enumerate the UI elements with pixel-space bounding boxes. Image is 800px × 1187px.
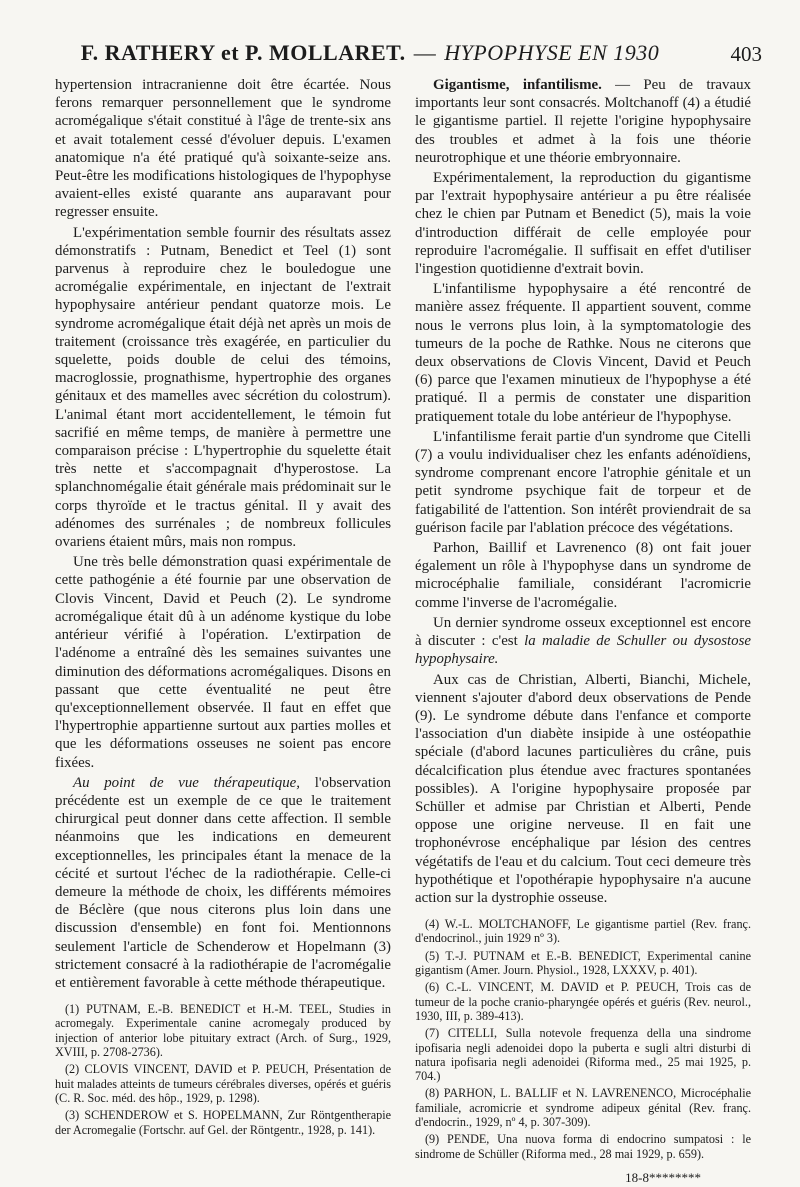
left-paragraph-2: L'expérimentation semble fournir des résultats assez démonstratifs : Putnam, Benedict et Teel (1) sont parvenus à reproduire chez le bouledogue une acromégalie expérimentale, en injectant de l'extrait hypophysaire antérieur pendant quatorze mois. Le syndrome acromégalique était déjà net après un mois de traitement (croissance très exagérée, en particulier du squelette, poids double de celui des témoins, macroglossie, prognathisme, hypertrophie des organes génitaux et des mamelles avec sécrétion du colostrum). L'animal étant mort accidentellement, le témoin fut sacrifié en même temps, de manière à permettre une comparaison précise : L'hypertrophie du squelette était très nette et s'accompagnait d'hyperostose. La splanchnomégalie était générale mais prédominait sur le corps thyroïde et le tractus génital. Il y avait des adénomes des surrénales ; de nombreux follicules ovariens étaient mûrs, mais non rompus.: [55, 224, 391, 551]
right-column: [415, 76, 751, 1187]
right-paragraph-3: L'infantilisme hypophysaire a été rencontré de manière assez fréquente. Il appartient souvent, comme nous le verrons plus loin, à la symptomatologie des tumeurs de la poche de Rathke. Nous ne citerons que deux observations de Clovis Vincent, David et Peuch (6) parce que l'examen minutieux de l'hypophyse a été pratiqué. Il a permis de constater une disparition pratiquement totale du lobe antérieur de l'hypophyse.: [415, 281, 751, 425]
running-header: [40, 40, 770, 80]
therapeutic-heading: Au point de vue thérapeutique,: [73, 774, 301, 791]
left-paragraph-4-text: l'observation précédente est un exemple de ce que le traitement chirurgical peut donner dans cette affection. Il semble néanmoins que les indications en demeurent exceptionnelles, les principales étant la menace de la cécité et surtout l'échec de la radiothérapie. Celle-ci demeure la méthode de choix, les différents mémoires de Béclère (que nous citerons plus loin dans une discussion d'ensemble) en font foi. Mentionnons seulement l'article de Schenderow et Hopelmann (3) strictement consacré à la radiothérapie de l'acromégalie et entièrement favorable à cette méthode thérapeutique.: [55, 774, 391, 991]
footnote-1: (1) PUTNAM, E.-B. BENEDICT et H.-M. TEEL, Studies in acromegaly. Experimentale canine acromegaly produced by injection of anterior lobe pituitary extract (Arch. of Surg., 1929, XVIII, p. 2708-2736).: [55, 1002, 391, 1060]
left-paragraph-4: [55, 774, 391, 992]
right-paragraph-4: L'infantilisme ferait partie d'un syndrome que Citelli (7) a voulu individualiser chez les enfants adénoïdiens, syndrome comprenant encore l'atrophie génitale et un petit syndrome psychique fait de torpeur et de fatigabilité de l'attention. Son intérêt proviendrait de sa guérison facile par l'ablation précoce des végétations.: [415, 428, 751, 536]
schuller-disease-term: la maladie de Schuller ou dysostose hypophysaire.: [415, 633, 751, 668]
printer-signature: 18-8********: [625, 1169, 701, 1185]
footnote-9: (9) PENDE, Una nuova forma di endocrino sumpatosi : le sindrome de Schüller (Riforma med., 28 mai 1929, p. 659).: [415, 1132, 751, 1161]
footnote-2: (2) CLOVIS VINCENT, DAVID et P. PEUCH, Présentation de huit malades atteints de tumeurs cérébrales diverses, opérés et guéris (C. R. Soc. méd. des hôp., 1929, p. 1298).: [55, 1062, 391, 1105]
left-paragraph-3: Une très belle démonstration quasi expérimentale de cette pathogénie a été fournie par une observation de Clovis Vincent, David et Peuch (2). Le syndrome acromégalique était dû à un adénome kystique du lobe antérieur vérifié à l'opération. L'extirpation de l'adénome a entraîné dès les semaines suivantes une diminution des déformations acromégaliques. Disons en passant que cette éventualité ne peut être qu'exceptionnellement observée. Il faut en effet que l'hypertrophie appartienne surtout aux parties molles et que les déformations osseuses ne soient pas encore fixées.: [55, 554, 391, 771]
header-title: HYPOPHYSE EN 1930: [444, 40, 660, 65]
running-head: [40, 40, 700, 66]
footnote-8: (8) PARHON, L. BALLIF et N. LAVRENENCO, Microcéphalie familiale, acromicrie et syndrome adipeux génital (Rev. franç. d'endocrin., 1929, nº 4, p. 307-309).: [415, 1086, 751, 1129]
footnote-4: (4) W.-L. MOLTCHANOFF, Le gigantisme partiel (Rev. franç. d'endocrinol., juin 1929 nº 3).: [415, 917, 751, 946]
footnote-3: (3) SCHENDEROW et S. HOPELMANN, Zur Röntgentherapie der Acromegalie (Fortschr. auf Gel. der Röntgentr., 1928, p. 141).: [55, 1108, 391, 1137]
page-number: 403: [730, 42, 762, 66]
right-paragraph-6-text: Un dernier syndrome osseux exceptionnel est encore à discuter : c'est: [415, 614, 751, 650]
right-footnotes: [415, 917, 751, 1161]
right-paragraph-6: [415, 614, 751, 669]
left-column: [55, 76, 391, 1140]
section-heading-gigantisme: Gigantisme, infantilisme.: [433, 77, 602, 93]
right-paragraph-7: Aux cas de Christian, Alberti, Bianchi, Michele, viennent s'ajouter d'abord deux observations de Pende (9). Le syndrome débute dans l'enfance et comporte l'association d'un diabète insipide à une ostéopathie spéciale (d'abord lacunes particulières du crâne, puis décalcification plus étendue avec fractures spontanées possibles). A l'origine hypophysaire proposée par Schüller et admise par Christian et Alberti, Pende oppose une origine nerveuse. Il en fait une trophonévrose encéphalique par lésion des centres végétatifs de l'eau et du calcium. Tout ceci demeure très hypothétique et l'opothérapie hypophysaire n'a aucune action sur la dystrophie osseuse.: [415, 671, 751, 906]
header-authors: F. RATHERY et P. MOLLARET.: [80, 40, 406, 65]
right-paragraph-1: [415, 76, 751, 167]
footnote-6: (6) C.-L. VINCENT, M. DAVID et P. PEUCH, Trois cas de tumeur de la poche cranio-pharyngée opérés et guéris (Rev. neurol., 1930, III, p. 389-413).: [415, 980, 751, 1023]
right-paragraph-1-text: — Peu de travaux importants leur sont consacrés. Moltchanoff (4) a étudié le gigantisme partiel. Il rejette l'origine hypophysaire des troubles et admet à la fois une théorie neurotrophique et une théorie embryonnaire.: [415, 77, 751, 166]
left-footnotes: [55, 1002, 391, 1137]
right-paragraph-5: Parhon, Baillif et Lavrenenco (8) ont fait jouer également un rôle à l'hypophyse dans un syndrome de microcéphalie familiale, considérant l'acromicrie comme l'inverse de l'acromégalie.: [415, 540, 751, 611]
left-paragraph-1: hypertension intracranienne doit être écartée. Nous ferons remarquer personnellement que le syndrome acromégalique s'était constitué à l'âge de trente-six ans et avait totalement cessé d'évoluer depuis. L'examen anatomique n'a été pratiqué qu'à soixante-seize ans. Peut-être les modifications histologiques de l'hypophyse avaient-elles existé quarante ans auparavant pour regresser ensuite.: [55, 77, 391, 221]
header-separator: —: [413, 40, 437, 65]
footnote-7: (7) CITELLI, Sulla notevole frequenza della una sindrome ipofisaria negli adenoidei dopo la puberta e sugli altri disturbi di natura ipofisaria negli adenoidei (Riforma med., 25 mai 1925, p. 704.): [415, 1026, 751, 1084]
right-paragraph-2: Expérimentalement, la reproduction du gigantisme par l'extrait hypophysaire antérieur a pu être réalisée chez le chien par Putnam et Benedict (5), mais la voie d'introduction différait de celle employée pour reproduire l'acromégalie. Il suffisait en effet d'utiliser l'ingestion quotidienne d'extrait bovin.: [415, 170, 751, 278]
footnote-5: (5) T.-J. PUTNAM et E.-B. BENEDICT, Experimental canine gigantism (Amer. Journ. Physiol., 1928, LXXXV, p. 401).: [415, 948, 751, 978]
